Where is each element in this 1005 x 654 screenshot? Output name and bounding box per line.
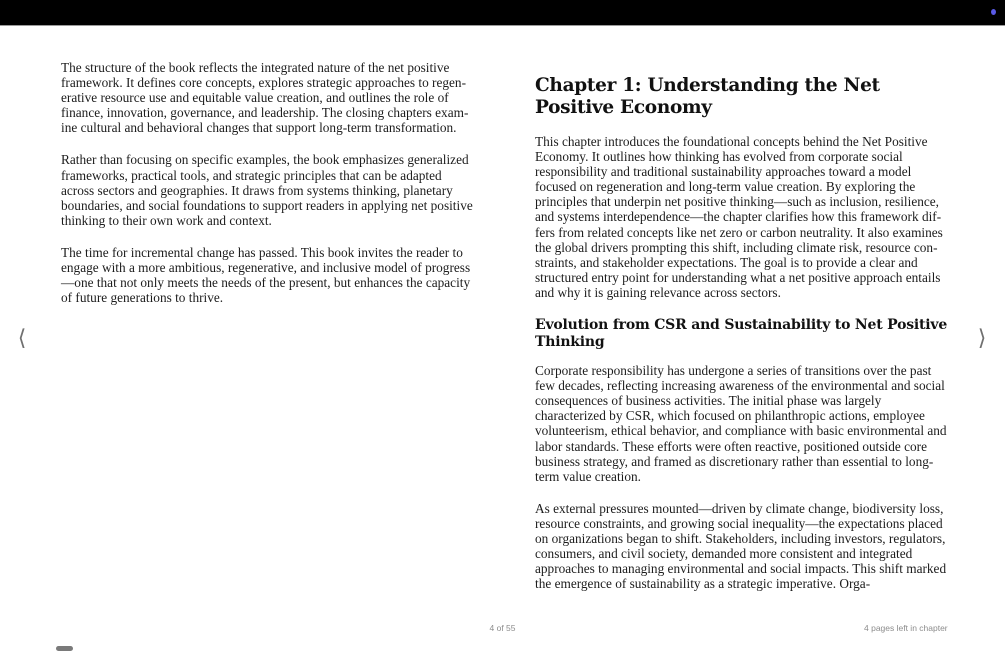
status-indicator-icon — [991, 9, 996, 15]
chevron-left-icon: ⟨ — [17, 326, 27, 351]
section-title: Evolution from CSR and Sustainability to Net Positive Thinking — [535, 317, 948, 350]
top-bar — [0, 0, 1005, 26]
next-page-button[interactable] — [972, 326, 992, 352]
paragraph: Corporate responsibility has undergone a series of transitions over the past few decades, reflecting increasing awareness of the environmental and social consequences of business activities. The initial phase was largely characterized by CSR, which focused on philanthropic actions, employee volunteerism, ethical behavior, and compliance with basic environmental and labor standards. These efforts were often reactive, positioned outside core business strategy, and framed as discretionary rather than essential to long-term value creation. — [535, 363, 947, 484]
paragraph: The structure of the book reflects the integrated nature of the net positive framework. It defines core concepts, explores strategic approaches to regenerative resource use and equitable value creation, and outlines the role of finance, innovation, governance, and leadership. The closing chapters examine cultural and behavioral changes that support long-term transformation. — [61, 60, 469, 136]
chapter-intro: This chapter introduces the foundational concepts behind the Net Positive Economy. It outlines how thinking has evolved from corporate social responsibility and traditional sustainability approaches toward a model focused on regeneration and long-term value creation. By exploring the principles that underpin net positive thinking—such as inclusion, resilience, and systems interdependence—the chapter clarifies how this framework differs from related concepts like net zero or carbon neutrality. It also examines the global drivers prompting this shift, including climate risk, resource constraints, and stakeholder expectations. The goal is to provide a clear and structured entry point for understanding what a net positive approach entails and why it is gaining relevance across sectors. — [535, 134, 943, 300]
previous-page-button[interactable] — [12, 326, 32, 352]
chevron-right-icon: ⟩ — [977, 326, 987, 351]
paragraph: Rather than focusing on specific examples, the book emphasizes generalized frameworks, practical tools, and strategic principles that can be adapted across sectors and geographies. It draws from systems thinking, planetary boundaries, and social foundations to support readers in applying net positive thinking to their own work and context. — [61, 152, 473, 228]
pages-left-in-chapter: 4 pages left in chapter — [864, 623, 948, 633]
paragraph: As external pressures mounted—driven by climate change, biodiversity loss, resource constraints, and growing social inequality—the expectations placed on organizations began to shift. Stakeholders, including investors, regulators, consumers, and civil society, demanded more consistent and integrated approaches to managing environmental and social impacts. This shift marked the emergence of sustainability as a strategic imperative. Orga- — [535, 500, 947, 592]
page-number: 4 of 55 — [489, 623, 516, 633]
reading-progress-handle[interactable] — [56, 646, 73, 651]
right-page — [535, 75, 950, 608]
chapter-title: Chapter 1: Understanding the Net Positive Economy — [535, 75, 880, 118]
left-page — [61, 60, 476, 322]
paragraph: The time for incremental change has passed. This book invites the reader to engage with a more ambitious, regenerative, and inclusive model of progress —one that not only meets the needs of the present, but enhances the capacity of future generations to thrive. — [61, 244, 471, 306]
